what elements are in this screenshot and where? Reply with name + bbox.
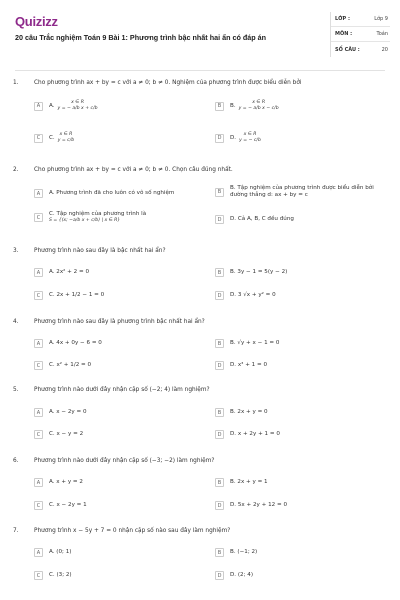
option-text: A. 4x + 0y − 6 = 0 — [49, 340, 102, 346]
option-b[interactable] — [215, 268, 287, 277]
system-line: y = − a/b x − c/b — [238, 106, 279, 111]
system-line: x ∈ R — [243, 132, 257, 137]
system-line: x ∈ R — [252, 100, 266, 105]
option-a[interactable] — [34, 268, 89, 277]
option-text: B. 2x + y = 1 — [230, 479, 268, 485]
option-letter: B — [215, 408, 224, 417]
option-letter: A — [34, 339, 43, 348]
option-text: B. Tập nghiệm của phương trình được biểu diễn bởi — [230, 185, 374, 191]
option-letter: B — [215, 268, 224, 277]
option-system — [239, 100, 279, 112]
option-letter: A — [34, 408, 43, 417]
option-text: A. x + y = 2 — [49, 479, 83, 485]
option-letter: C — [34, 430, 43, 439]
option-letter: D — [215, 215, 224, 224]
option-letter: A — [34, 268, 43, 277]
system-line: y = − a/b x + c/b — [57, 106, 98, 111]
option-b[interactable] — [215, 185, 374, 199]
option-d[interactable] — [215, 571, 253, 580]
option-text: D. Cả A, B, C đều đúng — [230, 216, 294, 222]
option-letter: A — [34, 478, 43, 487]
option-c[interactable] — [34, 211, 146, 224]
option-d[interactable] — [215, 215, 294, 224]
option-text: D. 3 √x + y² = 0 — [230, 292, 276, 298]
option-letter: A — [34, 189, 43, 198]
document-header — [0, 0, 400, 70]
option-d[interactable] — [215, 430, 280, 439]
option-letter: B — [215, 478, 224, 487]
question-number: 5. — [13, 387, 19, 393]
option-a[interactable] — [34, 339, 102, 348]
option-text: C. Tập nghiệm của phương trình là — [49, 211, 147, 217]
question-text: Cho phương trình ax + by = c với a ≠ 0; b ≠ 0. Nghiệm của phương trình được biểu diễn bởi — [34, 80, 302, 86]
system-line: x ∈ R — [71, 100, 84, 105]
option-text: B. √y + x − 1 = 0 — [230, 340, 280, 346]
option-c[interactable] — [34, 571, 72, 580]
question-number: 1. — [13, 80, 19, 86]
option-text: C. (3; 2) — [49, 572, 72, 578]
option-text-line-2: S = {(x; −a/b x + c/b) | x ∈ R} — [49, 218, 121, 223]
option-c[interactable] — [34, 361, 91, 370]
option-system — [239, 132, 261, 144]
document-title: 20 câu Trắc nghiệm Toán 9 Bài 1: Phương trình bậc nhất hai ẩn có đáp án — [15, 33, 267, 42]
question-text: Phương trình nào dưới đây nhận cặp số (−3; −2) làm nghiệm? — [34, 458, 215, 464]
option-c[interactable] — [34, 291, 104, 300]
meta-value: Toán — [376, 31, 388, 37]
option-letter: A — [34, 548, 43, 557]
option-system — [58, 132, 74, 144]
option-text: C. x − 2y = 1 — [49, 502, 87, 508]
meta-row-class — [331, 12, 390, 27]
option-a[interactable] — [34, 408, 87, 417]
option-b[interactable] — [215, 548, 257, 557]
option-a[interactable] — [34, 548, 71, 557]
option-text: A. x − 2y = 0 — [49, 409, 87, 415]
option-letter: B — [215, 102, 224, 111]
option-c[interactable] — [34, 132, 74, 144]
question-text: Phương trình nào sau đây là phương trình bậc nhất hai ẩn? — [34, 319, 205, 325]
option-text: B. 3y − 1 = 5(y − 2) — [230, 269, 288, 275]
option-letter: C — [34, 291, 43, 300]
meta-label: MÔN : — [335, 31, 353, 37]
option-d[interactable] — [215, 291, 276, 300]
option-b[interactable] — [215, 339, 279, 348]
meta-info-table — [330, 12, 390, 57]
option-label: C. — [49, 134, 55, 141]
option-text: A. Phương trình đã cho luôn có vô số nghiệm — [49, 190, 175, 196]
option-letter: D — [215, 501, 224, 510]
meta-value: 20 — [381, 46, 388, 53]
option-text: A. (0; 1) — [49, 549, 72, 555]
option-text-block — [230, 185, 374, 199]
question-number: 7. — [13, 528, 19, 534]
question-text: Phương trình x − 5y + 7 = 0 nhận cặp số nào sau đây làm nghiệm? — [34, 528, 231, 534]
meta-label: LỚP : — [335, 16, 350, 22]
option-a[interactable] — [34, 478, 83, 487]
option-letter: B — [215, 188, 224, 197]
option-b[interactable] — [215, 100, 279, 112]
header-divider — [15, 70, 385, 71]
option-text: D. x³ + 1 = 0 — [230, 362, 268, 368]
option-text: C. x² + 1/2 = 0 — [49, 362, 92, 368]
system-line: y = − c/b — [239, 138, 261, 143]
option-letter: D — [215, 361, 224, 370]
option-text: D. (2; 4) — [230, 572, 254, 578]
meta-label: SỐ CÂU : — [335, 46, 360, 53]
option-c[interactable] — [34, 430, 83, 439]
question-number: 4. — [13, 319, 19, 325]
system-line: y = c/b — [57, 138, 75, 143]
option-label: A. — [49, 102, 55, 109]
quizizz-logo: Quizizz — [15, 14, 58, 29]
option-letter: B — [215, 339, 224, 348]
option-text: B. (−1; 2) — [230, 549, 258, 555]
option-letter: C — [34, 134, 43, 143]
option-text: C. x − y = 2 — [49, 431, 84, 437]
option-text: D. x + 2y + 1 = 0 — [230, 431, 280, 437]
option-text: C. 2x + 1/2 − 1 = 0 — [49, 292, 105, 298]
option-b[interactable] — [215, 408, 268, 417]
option-letter: D — [215, 291, 224, 300]
question-text: Phương trình nào sau đây là bậc nhất hai ẩn? — [34, 248, 166, 254]
option-b[interactable] — [215, 478, 268, 487]
option-text-block — [49, 211, 146, 224]
system-line: x ∈ R — [59, 132, 73, 137]
meta-row-subject — [331, 27, 390, 42]
option-letter: C — [34, 571, 43, 580]
option-letter: D — [215, 430, 224, 439]
option-text-line-2: đường thẳng d: ax + by = c — [230, 192, 308, 198]
option-letter: D — [215, 134, 224, 143]
question-number: 2. — [13, 167, 19, 173]
question-text: Phương trình nào dưới đây nhận cặp số (−2; 4) làm nghiệm? — [34, 387, 210, 393]
question-number: 6. — [13, 458, 19, 464]
meta-row-count — [331, 42, 390, 57]
option-letter: C — [34, 501, 43, 510]
option-label: B. — [230, 102, 236, 109]
option-label: D. — [230, 134, 237, 141]
option-letter: C — [34, 213, 43, 222]
question-text: Cho phương trình ax + by = c với a ≠ 0; b ≠ 0. Chọn câu đúng nhất. — [34, 167, 233, 173]
option-d[interactable] — [215, 132, 261, 144]
option-a[interactable] — [34, 100, 98, 112]
option-c[interactable] — [34, 501, 87, 510]
option-a[interactable] — [34, 189, 174, 198]
question-number: 3. — [13, 248, 19, 254]
option-letter: C — [34, 361, 43, 370]
option-system — [58, 100, 98, 112]
option-letter: D — [215, 571, 224, 580]
option-text: B. 2x + y = 0 — [230, 409, 268, 415]
option-d[interactable] — [215, 361, 267, 370]
option-text: D. 5x + 2y + 12 = 0 — [230, 502, 288, 508]
option-d[interactable] — [215, 501, 287, 510]
option-text: A. 2x² + 2 = 0 — [49, 269, 90, 275]
option-letter: A — [34, 102, 43, 111]
option-letter: B — [215, 548, 224, 557]
meta-value: Lớp 9 — [374, 16, 388, 22]
